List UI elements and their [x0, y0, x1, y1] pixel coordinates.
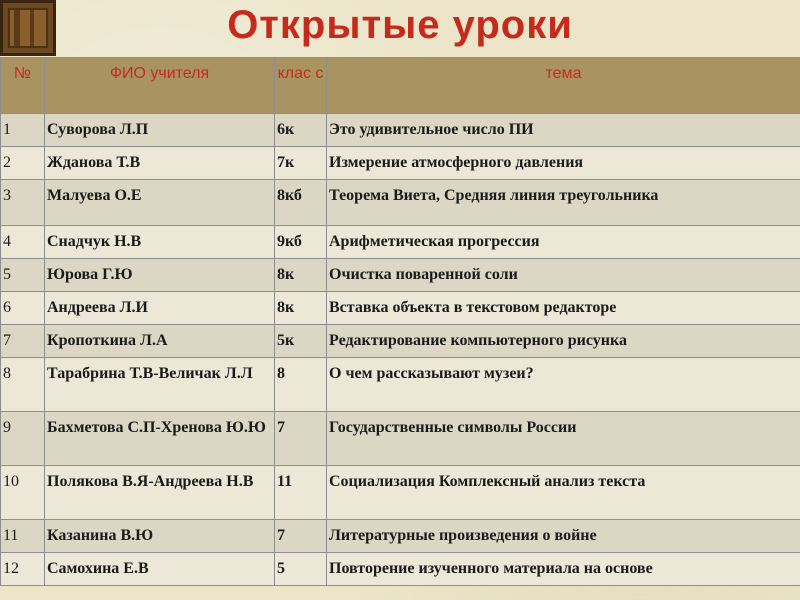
teacher-name: Снадчук Н.В	[45, 226, 275, 259]
class-cell: 8кб	[275, 180, 327, 226]
row-number: 9	[1, 412, 45, 466]
table-row	[1, 114, 800, 147]
class-cell: 5	[275, 553, 327, 586]
row-number: 11	[1, 520, 45, 553]
row-number: 12	[1, 553, 45, 586]
class-cell: 7к	[275, 147, 327, 180]
topic-cell: Теорема Виета, Средняя линия треугольника	[327, 180, 800, 226]
header-topic: тема	[327, 58, 800, 114]
topic-cell: Очистка поваренной соли	[327, 259, 800, 292]
topic-cell: Повторение изученного материала на основе	[327, 553, 800, 586]
topic-cell: Вставка объекта в текстовом редакторе	[327, 292, 800, 325]
row-number: 4	[1, 226, 45, 259]
row-number: 8	[1, 358, 45, 412]
table-row	[1, 259, 800, 292]
table-header-row	[1, 58, 800, 114]
class-cell: 8к	[275, 292, 327, 325]
lessons-table	[0, 57, 800, 586]
header-teacher-name: ФИО учителя	[45, 58, 275, 114]
teacher-name: Полякова В.Я-Андреева Н.В	[45, 466, 275, 520]
teacher-name: Самохина Е.В	[45, 553, 275, 586]
row-number: 3	[1, 180, 45, 226]
table-row	[1, 466, 800, 520]
teacher-name: Андреева Л.И	[45, 292, 275, 325]
row-number: 10	[1, 466, 45, 520]
table-row	[1, 553, 800, 586]
table-row	[1, 358, 800, 412]
table-row	[1, 520, 800, 553]
topic-cell: О чем рассказывают музеи?	[327, 358, 800, 412]
table-row	[1, 325, 800, 358]
row-number: 7	[1, 325, 45, 358]
row-number: 1	[1, 114, 45, 147]
row-number: 5	[1, 259, 45, 292]
topic-cell: Редактирование компьютерного рисунка	[327, 325, 800, 358]
topic-cell: Государственные символы России	[327, 412, 800, 466]
teacher-name: Юрова Г.Ю	[45, 259, 275, 292]
teacher-name: Казанина В.Ю	[45, 520, 275, 553]
teacher-name: Бахметова С.П-Хренова Ю.Ю	[45, 412, 275, 466]
table-row	[1, 292, 800, 325]
teacher-name: Кропоткина Л.А	[45, 325, 275, 358]
class-cell: 6к	[275, 114, 327, 147]
header-number: №	[1, 58, 45, 114]
class-cell: 7	[275, 412, 327, 466]
topic-cell: Арифметическая прогрессия	[327, 226, 800, 259]
class-cell: 11	[275, 466, 327, 520]
table-row	[1, 226, 800, 259]
class-cell: 5к	[275, 325, 327, 358]
row-number: 6	[1, 292, 45, 325]
topic-cell: Литературные произведения о войне	[327, 520, 800, 553]
page-title: Открытые уроки	[227, 3, 573, 47]
teacher-name: Малуева О.Е	[45, 180, 275, 226]
topic-cell: Это удивительное число ПИ	[327, 114, 800, 147]
row-number: 2	[1, 147, 45, 180]
table-row	[1, 180, 800, 226]
class-cell: 7	[275, 520, 327, 553]
class-cell: 8	[275, 358, 327, 412]
class-cell: 9кб	[275, 226, 327, 259]
topic-cell: Измерение атмосферного давления	[327, 147, 800, 180]
table-row	[1, 147, 800, 180]
class-cell: 8к	[275, 259, 327, 292]
teacher-name: Тарабрина Т.В-Величак Л.Л	[45, 358, 275, 412]
header-class: клас с	[275, 58, 327, 114]
teacher-name: Жданова Т.В	[45, 147, 275, 180]
teacher-name: Суворова Л.П	[45, 114, 275, 147]
table-row	[1, 412, 800, 466]
topic-cell: Социализация Комплексный анализ текста	[327, 466, 800, 520]
